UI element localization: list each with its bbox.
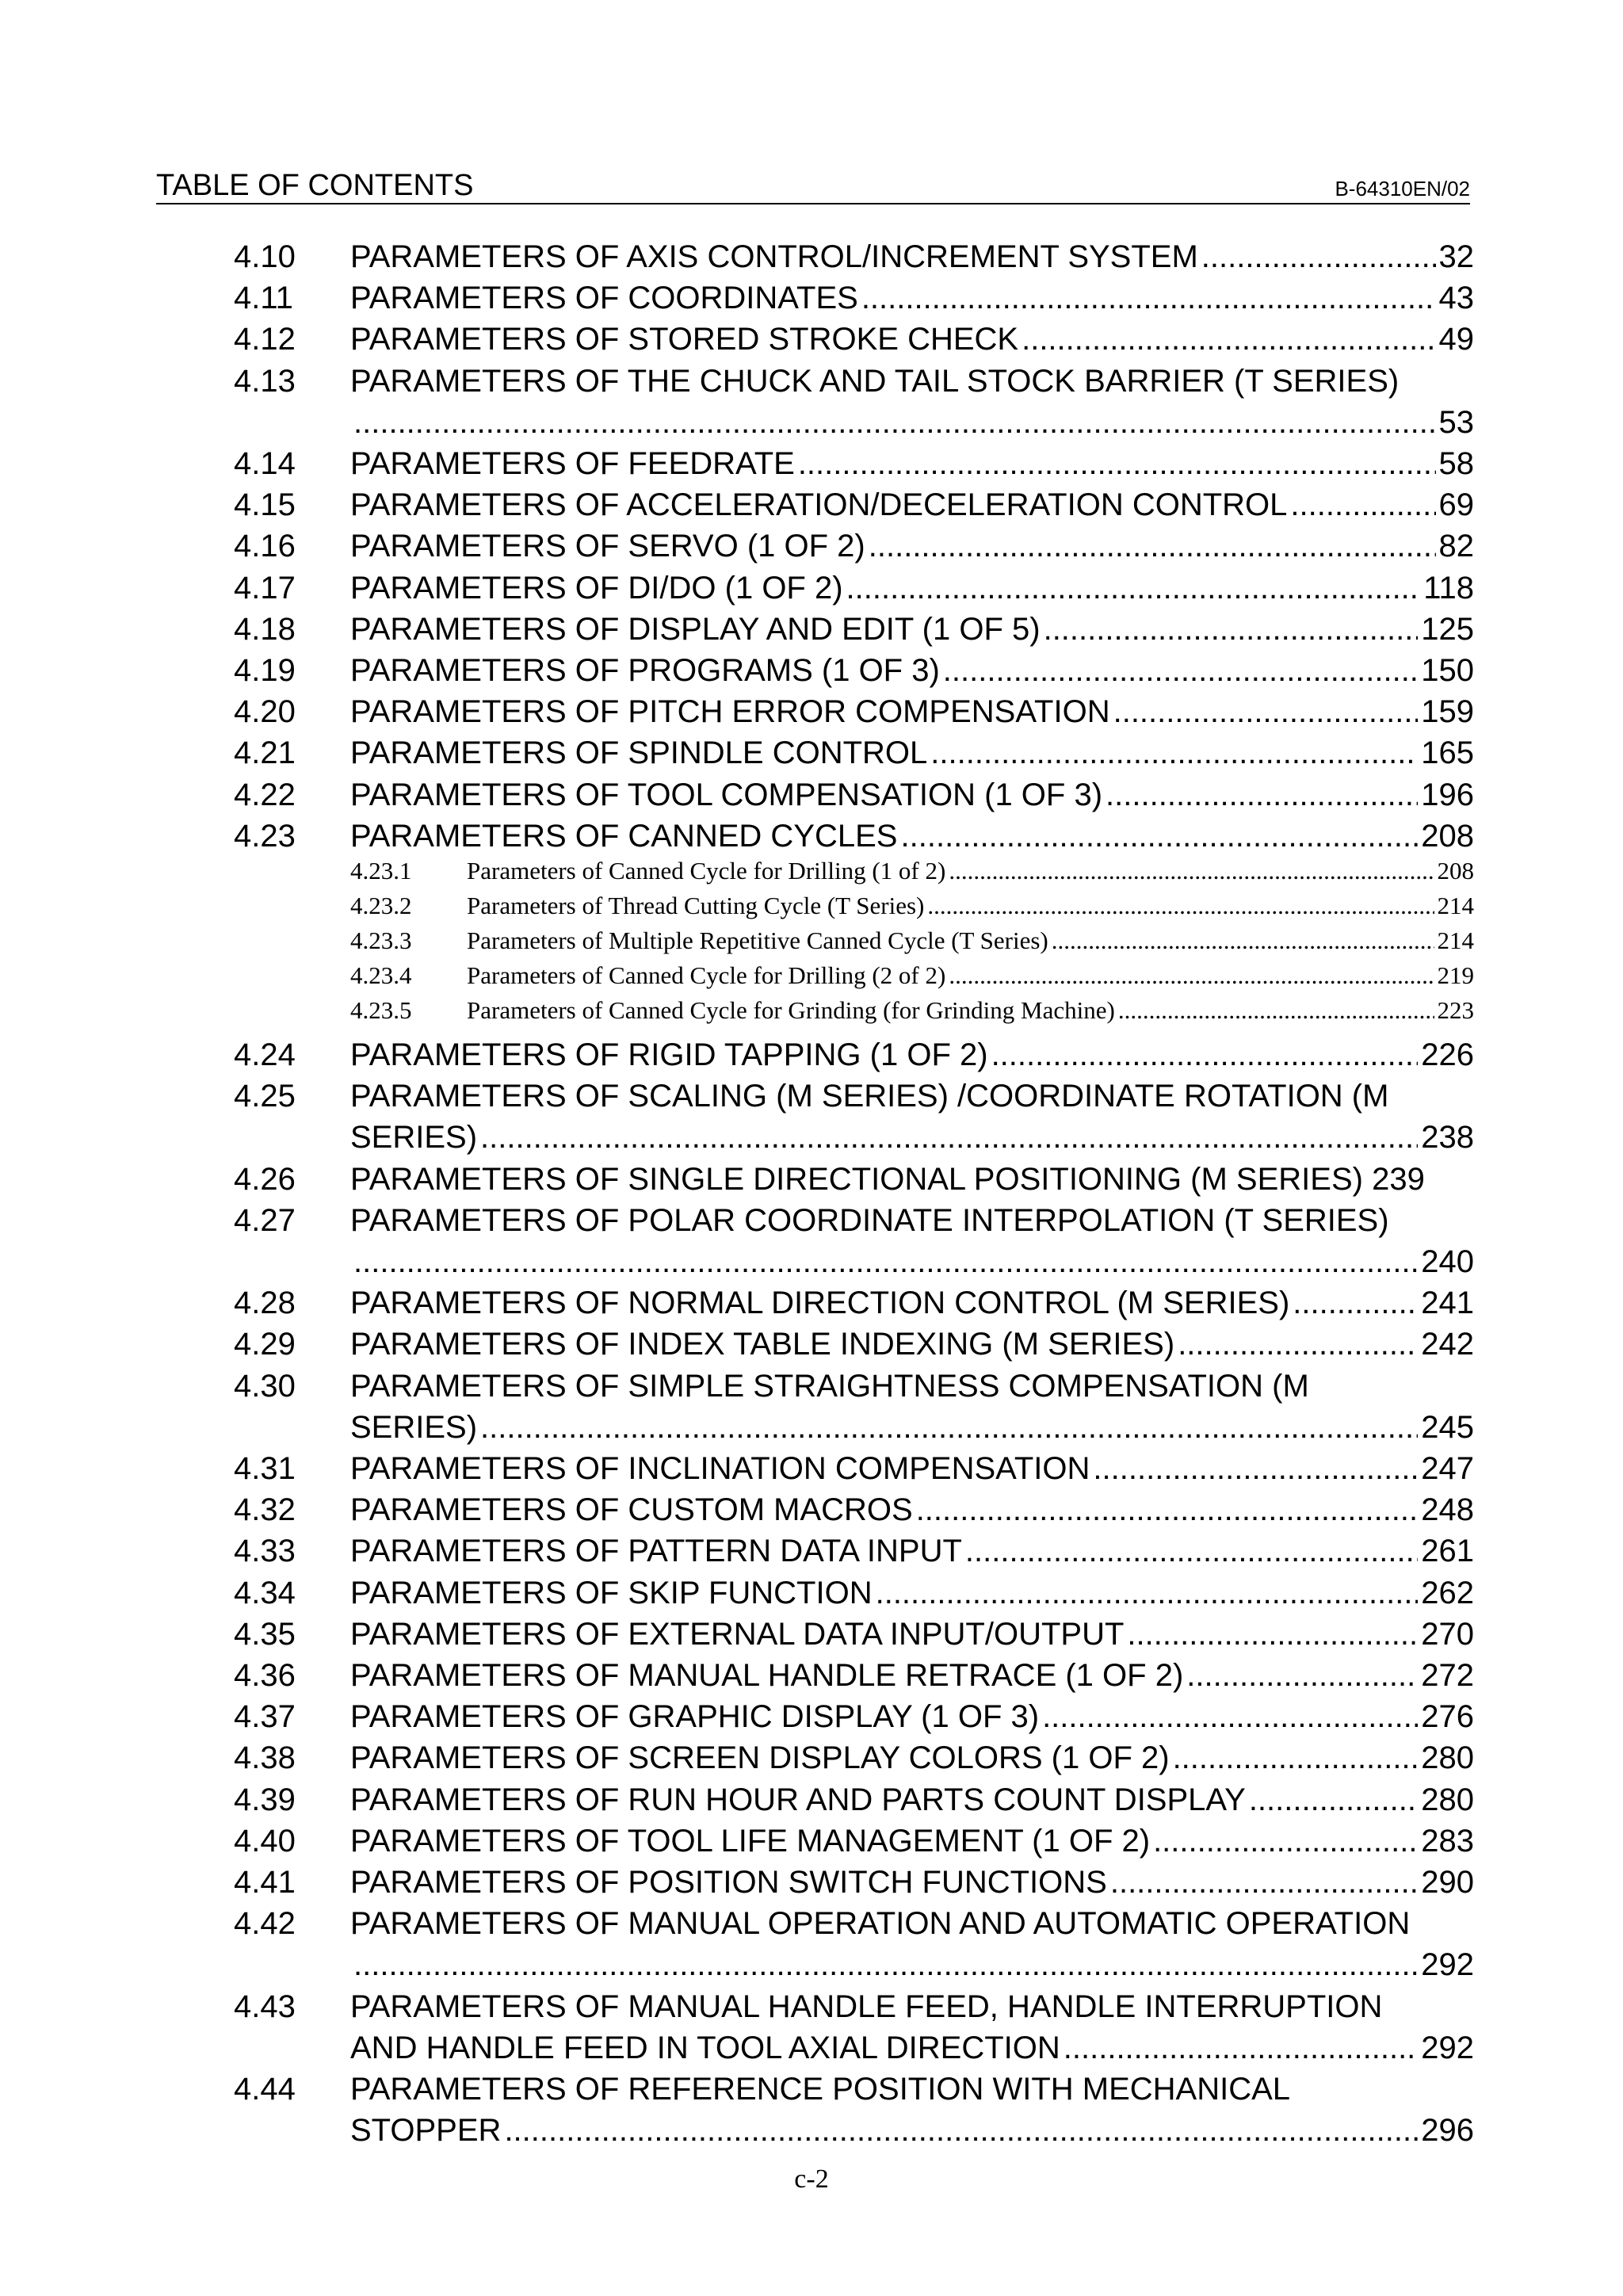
toc-subentry-page: 223 (1437, 996, 1474, 1024)
dot-leader (965, 1530, 1418, 1572)
toc-entry-number: 4.27 (234, 1202, 296, 1238)
toc-entry-line (350, 609, 1474, 650)
toc-page-number: 32 (1438, 239, 1474, 274)
toc-entry-title: PARAMETERS OF CUSTOM MACROS (350, 1492, 913, 1528)
toc-entry-title: PARAMETERS OF NORMAL DIRECTION CONTROL (M SERIES) (350, 1286, 1290, 1321)
toc-subentry (350, 993, 1474, 1028)
toc-entry-number: 4.20 (234, 694, 296, 730)
dot-leader (1186, 1655, 1418, 1696)
toc-entry-number: 4.26 (234, 1161, 296, 1197)
toc-page-number: 241 (1421, 1286, 1474, 1321)
toc-page-number: 53 (1438, 404, 1474, 440)
dot-leader (480, 1407, 1418, 1448)
toc-entry-title: AND HANDLE FEED IN TOOL AXIAL DIRECTION (350, 2030, 1060, 2065)
dot-leader (927, 888, 1434, 923)
toc-entry-title: PARAMETERS OF SKIP FUNCTION (350, 1575, 873, 1610)
toc-entry-number: 4.35 (234, 1616, 296, 1652)
toc-entry-line (350, 277, 1474, 319)
toc-entry-line (350, 1986, 1474, 2027)
toc-entry-title: PARAMETERS OF PROGRAMS (1 OF 3) (350, 653, 940, 688)
toc-entry-title: PARAMETERS OF INDEX TABLE INDEXING (M SERIES) (350, 1327, 1175, 1362)
dot-leader (991, 1034, 1419, 1075)
toc-entry-title: PARAMETERS OF PITCH ERROR COMPENSATION (350, 694, 1110, 730)
toc-entry-line (350, 1448, 1474, 1489)
toc-entry-number: 4.36 (234, 1658, 296, 1693)
toc-subentry-number: 4.23.2 (350, 892, 412, 919)
dot-leader (1201, 236, 1436, 277)
dot-leader (943, 650, 1418, 691)
toc-entry-line (350, 1572, 1474, 1614)
toc-entry-line (350, 1407, 1474, 1448)
dot-leader (1249, 1779, 1418, 1820)
toc-entry-line (350, 1862, 1474, 1903)
toc-entry-number: 4.14 (234, 446, 296, 481)
toc-page-number: 247 (1421, 1451, 1474, 1486)
toc-page-number: 150 (1421, 653, 1474, 688)
toc-entry-number: 4.41 (234, 1865, 296, 1900)
dot-leader (1178, 1324, 1418, 1365)
toc-entry-title: SERIES) (350, 1409, 478, 1445)
toc-entry-line (350, 1075, 1474, 1117)
toc-entry-line (350, 1241, 1474, 1282)
dot-leader (876, 1572, 1419, 1614)
dot-leader (930, 732, 1418, 774)
toc-entry-line (350, 2110, 1474, 2151)
toc-entry-number: 4.42 (234, 1906, 296, 1942)
toc-subentry-page: 219 (1437, 961, 1474, 989)
toc-entry-number: 4.22 (234, 777, 296, 812)
toc-subentry-number: 4.23.4 (350, 961, 412, 989)
toc-subentry-title: Parameters of Canned Cycle for Drilling (2 of 2) (467, 961, 946, 989)
toc-entry-line (350, 1034, 1474, 1075)
toc-entry-number: 4.10 (234, 239, 296, 274)
toc-entry-line (350, 1159, 1474, 1200)
toc-entry-number: 4.24 (234, 1037, 296, 1072)
toc-entry-title: PARAMETERS OF CANNED CYCLES (350, 818, 898, 854)
dot-leader (1064, 2027, 1418, 2069)
toc-page-number: 283 (1421, 1823, 1474, 1859)
document-number: B-64310EN/02 (1335, 177, 1470, 201)
toc-entry-title: PARAMETERS OF RIGID TAPPING (1 OF 2) (350, 1037, 988, 1072)
toc-entry-title: PARAMETERS OF ACCELERATION/DECELERATION CONTROL (350, 487, 1288, 523)
toc-subentry-number: 4.23.5 (350, 996, 412, 1024)
toc-entry-title: PARAMETERS OF RUN HOUR AND PARTS COUNT DISPLAY (350, 1782, 1246, 1817)
dot-leader (869, 525, 1436, 567)
toc-entry-title: PARAMETERS OF TOOL LIFE MANAGEMENT (1 OF 2) (350, 1823, 1151, 1859)
dot-leader (1118, 993, 1434, 1028)
toc-entry-number: 4.19 (234, 653, 296, 688)
toc-entry-line (350, 691, 1474, 732)
toc-entry-title: PARAMETERS OF REFERENCE POSITION WITH MECHANICAL (350, 2072, 1291, 2107)
toc-entry-title: PARAMETERS OF GRAPHIC DISPLAY (1 OF 3) (350, 1699, 1040, 1735)
toc-page-number: 248 (1421, 1492, 1474, 1528)
toc-entry-line (350, 1614, 1474, 1655)
toc-page-number: 261 (1421, 1534, 1474, 1569)
toc-page-number: 239 (1372, 1161, 1425, 1197)
toc-entry-number: 4.23 (234, 818, 296, 854)
toc-entry-line (350, 1282, 1474, 1324)
dot-leader (1127, 1614, 1418, 1655)
toc-entry-title: PARAMETERS OF SIMPLE STRAIGHTNESS COMPENSATION (M (350, 1368, 1309, 1404)
dot-leader (353, 1944, 1418, 1985)
toc-entry-number: 4.29 (234, 1327, 296, 1362)
toc-entry-number: 4.39 (234, 1782, 296, 1817)
toc-subentry-title: Parameters of Canned Cycle for Grinding (for Grinding Machine) (467, 996, 1115, 1024)
toc-entry-title: PARAMETERS OF THE CHUCK AND TAIL STOCK BARRIER (T SERIES) (350, 363, 1400, 399)
toc-entry-title: PARAMETERS OF INCLINATION COMPENSATION (350, 1451, 1090, 1486)
toc-entry-title: PARAMETERS OF SINGLE DIRECTIONAL POSITIONING (M SERIES) (350, 1161, 1363, 1197)
dot-leader (1106, 774, 1418, 816)
toc-entry-title: PARAMETERS OF DI/DO (1 OF 2) (350, 570, 843, 606)
dot-leader (949, 854, 1434, 888)
dot-leader (1044, 609, 1419, 650)
toc-subentry-page: 208 (1437, 857, 1474, 884)
toc-entry-title: STOPPER (350, 2113, 502, 2149)
toc-entry-number: 4.16 (234, 529, 296, 564)
toc-page-number: 290 (1421, 1865, 1474, 1900)
toc-subentry-page: 214 (1437, 926, 1474, 954)
toc-entry-number: 4.30 (234, 1368, 296, 1404)
toc-page-number: 270 (1421, 1616, 1474, 1652)
dot-leader (1042, 1696, 1418, 1737)
toc-entry-line (350, 319, 1474, 360)
toc-entry-line (350, 1737, 1474, 1778)
toc-subentry-page: 214 (1437, 892, 1474, 919)
dot-leader (353, 402, 1436, 443)
toc-page-number: 272 (1421, 1658, 1474, 1693)
toc-entry-number: 4.12 (234, 322, 296, 357)
toc-entry-title: PARAMETERS OF SCREEN DISPLAY COLORS (1 OF 2) (350, 1740, 1170, 1776)
toc-entry-title: PARAMETERS OF EXTERNAL DATA INPUT/OUTPUT (350, 1616, 1125, 1652)
toc-page-number: 292 (1421, 2030, 1474, 2065)
toc-page-number: 238 (1421, 1120, 1474, 1156)
toc-entry-line (350, 732, 1474, 774)
toc-page-number: 58 (1438, 446, 1474, 481)
toc-entry-line (350, 1820, 1474, 1862)
dot-leader (1153, 1820, 1418, 1862)
toc-entry-title: PARAMETERS OF DISPLAY AND EDIT (1 OF 5) (350, 611, 1041, 647)
toc-entry-title: PARAMETERS OF MANUAL HANDLE RETRACE (1 OF 2) (350, 1658, 1184, 1693)
toc-entry-line (350, 402, 1474, 443)
dot-leader (1173, 1737, 1419, 1778)
toc-page-number: 276 (1421, 1699, 1474, 1735)
toc-page-number: 125 (1421, 611, 1474, 647)
toc-page-number: 296 (1421, 2113, 1474, 2149)
toc-page-number: 240 (1421, 1244, 1474, 1279)
toc-entry-line (350, 236, 1474, 277)
dot-leader (480, 1117, 1418, 1158)
toc-page-number: 208 (1421, 818, 1474, 854)
toc-page-number: 245 (1421, 1409, 1474, 1445)
toc-subentry (350, 854, 1474, 888)
toc-entry-line (350, 1655, 1474, 1696)
toc-entry-line (350, 525, 1474, 567)
dot-leader (1052, 923, 1434, 958)
toc-entry-title: SERIES) (350, 1120, 478, 1156)
toc-subentry-title: Parameters of Thread Cutting Cycle (T Series) (467, 892, 925, 919)
toc-entry-number: 4.44 (234, 2072, 296, 2107)
toc-subentry-number: 4.23.1 (350, 857, 412, 884)
toc-entry-title: PARAMETERS OF TOOL COMPENSATION (1 OF 3) (350, 777, 1103, 812)
toc-entry-line (350, 816, 1474, 857)
toc-subentry-title: Parameters of Multiple Repetitive Canned Cycle (T Series) (467, 926, 1048, 954)
toc-page-number: 49 (1438, 322, 1474, 357)
dot-leader (504, 2110, 1418, 2151)
toc-entry-line (350, 2069, 1474, 2110)
dot-leader (353, 1241, 1418, 1282)
toc-entry-title: PARAMETERS OF SERVO (1 OF 2) (350, 529, 865, 564)
toc-entry-number: 4.38 (234, 1740, 296, 1776)
toc-entry-line (350, 1779, 1474, 1820)
toc-entry-number: 4.34 (234, 1575, 296, 1610)
toc-entry-line (350, 1489, 1474, 1530)
header-title: TABLE OF CONTENTS (156, 169, 474, 202)
toc-entry-title: PARAMETERS OF MANUAL OPERATION AND AUTOMATIC OPERATION (350, 1906, 1411, 1942)
page-number: c-2 (794, 2164, 829, 2194)
toc-page-number: 292 (1421, 1947, 1474, 1983)
toc-page-number: 196 (1421, 777, 1474, 812)
toc-entry-number: 4.32 (234, 1492, 296, 1528)
toc-entry-title: PARAMETERS OF PATTERN DATA INPUT (350, 1534, 962, 1569)
toc-subentry (350, 923, 1474, 958)
dot-leader (1093, 1448, 1418, 1489)
toc-entry-number: 4.43 (234, 1988, 296, 2024)
toc-entry-title: PARAMETERS OF MANUAL HANDLE FEED, HANDLE INTERRUPTION (350, 1988, 1383, 2024)
dot-leader (916, 1489, 1419, 1530)
page-header (156, 166, 1470, 204)
toc-page-number: 280 (1421, 1782, 1474, 1817)
toc-entry-number: 4.33 (234, 1534, 296, 1569)
dot-leader (1293, 1282, 1418, 1324)
toc-entry-title: PARAMETERS OF FEEDRATE (350, 446, 795, 481)
toc-entry-title: PARAMETERS OF SCALING (M SERIES) /COORDINATE ROTATION (M (350, 1079, 1389, 1114)
toc-entry-title: PARAMETERS OF POLAR COORDINATE INTERPOLATION (T SERIES) (350, 1202, 1389, 1238)
dot-leader (1022, 319, 1435, 360)
toc-page-number: 159 (1421, 694, 1474, 730)
toc-entry-title: PARAMETERS OF SPINDLE CONTROL (350, 735, 928, 771)
dot-leader (861, 277, 1436, 319)
toc-entry-number: 4.28 (234, 1286, 296, 1321)
toc-page-number: 69 (1438, 487, 1474, 523)
dot-leader (949, 958, 1434, 993)
toc-subentry-number: 4.23.3 (350, 926, 412, 954)
dot-leader (1113, 691, 1419, 732)
toc-subentry (350, 888, 1474, 923)
dot-leader (846, 567, 1421, 609)
toc-entry-number: 4.13 (234, 363, 296, 399)
toc-entry-number: 4.25 (234, 1079, 296, 1114)
toc-entry-title: PARAMETERS OF AXIS CONTROL/INCREMENT SYSTEM (350, 239, 1198, 274)
toc-entry-line (350, 1366, 1474, 1407)
dot-leader (901, 816, 1419, 857)
toc-entry-title: PARAMETERS OF COORDINATES (350, 281, 858, 316)
toc-entry-line (350, 484, 1474, 525)
toc-entry-number: 4.40 (234, 1823, 296, 1859)
toc-entry-number: 4.18 (234, 611, 296, 647)
toc-entry-line (350, 1117, 1474, 1158)
toc-page-number: 165 (1421, 735, 1474, 771)
toc-page-number: 242 (1421, 1327, 1474, 1362)
toc-entry-line (350, 1530, 1474, 1572)
toc-entry-line (350, 650, 1474, 691)
toc-entry-number: 4.31 (234, 1451, 296, 1486)
toc-entry-line (350, 1696, 1474, 1737)
toc-entry-title: PARAMETERS OF POSITION SWITCH FUNCTIONS (350, 1865, 1107, 1900)
toc-entry-number: 4.15 (234, 487, 296, 523)
toc-entry-title: PARAMETERS OF STORED STROKE CHECK (350, 322, 1019, 357)
toc-entry-number: 4.11 (234, 281, 293, 316)
toc-page-number: 262 (1421, 1575, 1474, 1610)
toc-entry-line (350, 443, 1474, 484)
toc-entry-line (350, 1903, 1474, 1944)
dot-leader (1110, 1862, 1418, 1903)
toc-entry-line (350, 1944, 1474, 1985)
toc-entry-number: 4.21 (234, 735, 296, 771)
toc-subentry (350, 958, 1474, 993)
toc-page-number: 82 (1438, 529, 1474, 564)
toc-entry-line (350, 567, 1474, 609)
toc-page-number: 43 (1438, 281, 1474, 316)
dot-leader (798, 443, 1436, 484)
toc-page-number: 226 (1421, 1037, 1474, 1072)
toc-subentry-title: Parameters of Canned Cycle for Drilling (1 of 2) (467, 857, 946, 884)
toc-entry-number: 4.17 (234, 570, 296, 606)
toc-entry-line (350, 774, 1474, 816)
toc-page-number: 118 (1423, 570, 1474, 606)
toc-entry-number: 4.37 (234, 1699, 296, 1735)
dot-leader (1290, 484, 1435, 525)
toc-entry-line (350, 2027, 1474, 2069)
toc-entry-line (350, 361, 1474, 402)
toc-page-number: 280 (1421, 1740, 1474, 1776)
toc-entry-line (350, 1324, 1474, 1365)
toc-entry-line (350, 1200, 1474, 1241)
